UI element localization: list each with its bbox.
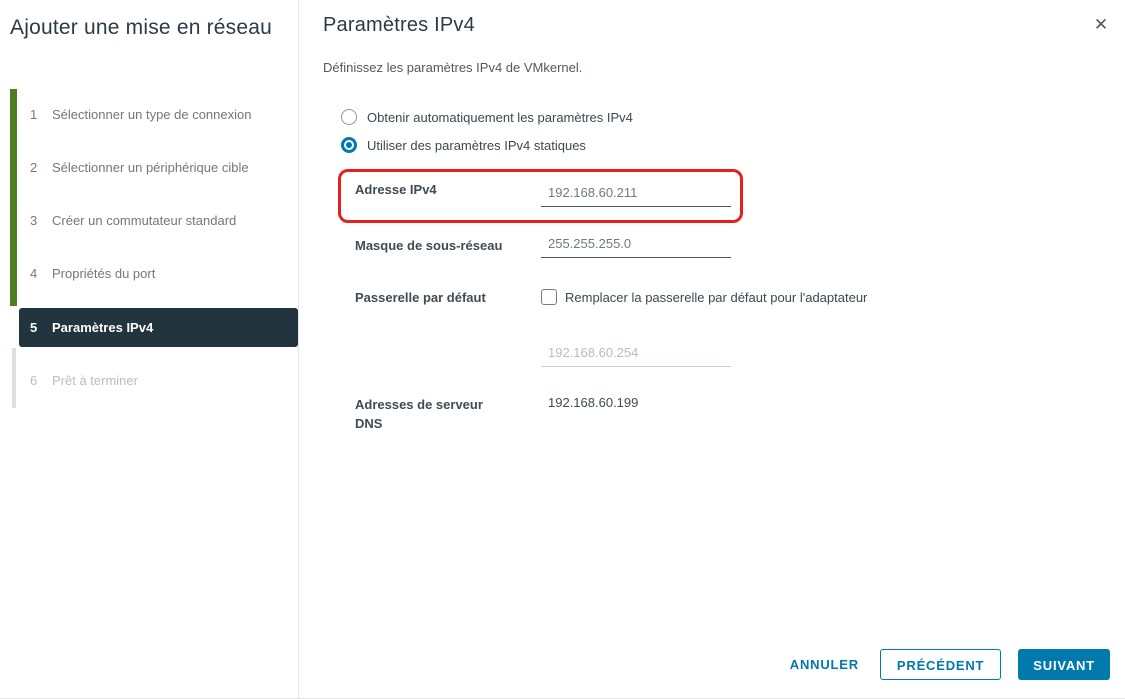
wizard-content-panel	[299, 0, 1125, 698]
step-number: 4	[30, 266, 38, 281]
step-label: Créer un commutateur standard	[52, 213, 237, 228]
step-number: 5	[30, 320, 38, 335]
step-number: 6	[30, 373, 38, 388]
cancel-button[interactable]: ANNULER	[790, 649, 859, 680]
page-title: Paramètres IPv4	[323, 14, 475, 36]
radio-label: Obtenir automatiquement les paramètres IPv4	[367, 110, 633, 125]
sidebar-step-3[interactable]	[0, 213, 298, 229]
radio-unselected-icon[interactable]	[341, 109, 357, 125]
step-number: 1	[30, 107, 38, 122]
sidebar-step-5-active[interactable]	[19, 308, 298, 347]
page-subtitle: Définissez les paramètres IPv4 de VMkernel.	[323, 60, 583, 75]
step-label: Propriétés du port	[52, 266, 156, 281]
sidebar-step-4[interactable]	[0, 266, 298, 282]
ipv4-address-input[interactable]	[541, 184, 731, 207]
wizard-sidebar	[0, 0, 299, 698]
ipv4-address-label: Adresse IPv4	[355, 182, 437, 197]
sidebar-step-1[interactable]	[0, 107, 298, 123]
override-gateway-checkbox-label[interactable]: Remplacer la passerelle par défaut pour l'adaptateur	[565, 290, 868, 305]
dns-server-value: 192.168.60.199	[548, 395, 639, 410]
override-gateway-checkbox[interactable]	[541, 289, 557, 305]
step-label: Sélectionner un type de connexion	[52, 107, 252, 122]
step-label: Sélectionner un périphérique cible	[52, 160, 249, 175]
gateway-address-input	[541, 344, 731, 367]
next-button[interactable]: SUIVANT	[1018, 649, 1110, 680]
step-label: Paramètres IPv4	[52, 320, 154, 335]
subnet-mask-label: Masque de sous-réseau	[355, 238, 503, 253]
sidebar-step-2[interactable]	[0, 160, 298, 176]
default-gateway-label: Passerelle par défaut	[355, 290, 486, 305]
close-icon[interactable]: ✕	[1093, 15, 1109, 34]
sidebar-step-6	[0, 373, 298, 389]
dns-label-line1: Adresses de serveur	[355, 397, 483, 412]
step-label: Prêt à terminer	[52, 373, 138, 388]
step-number: 3	[30, 213, 38, 228]
dns-servers-label	[355, 395, 483, 433]
dns-label-line2: DNS	[355, 416, 383, 431]
step-number: 2	[30, 160, 38, 175]
radio-label: Utiliser des paramètres IPv4 statiques	[367, 138, 586, 153]
radio-selected-icon[interactable]	[341, 137, 357, 153]
wizard-title: Ajouter une mise en réseau	[10, 16, 273, 39]
subnet-mask-input[interactable]	[541, 235, 731, 258]
previous-button[interactable]: PRÉCÉDENT	[880, 649, 1001, 680]
wizard-footer	[790, 649, 1110, 680]
